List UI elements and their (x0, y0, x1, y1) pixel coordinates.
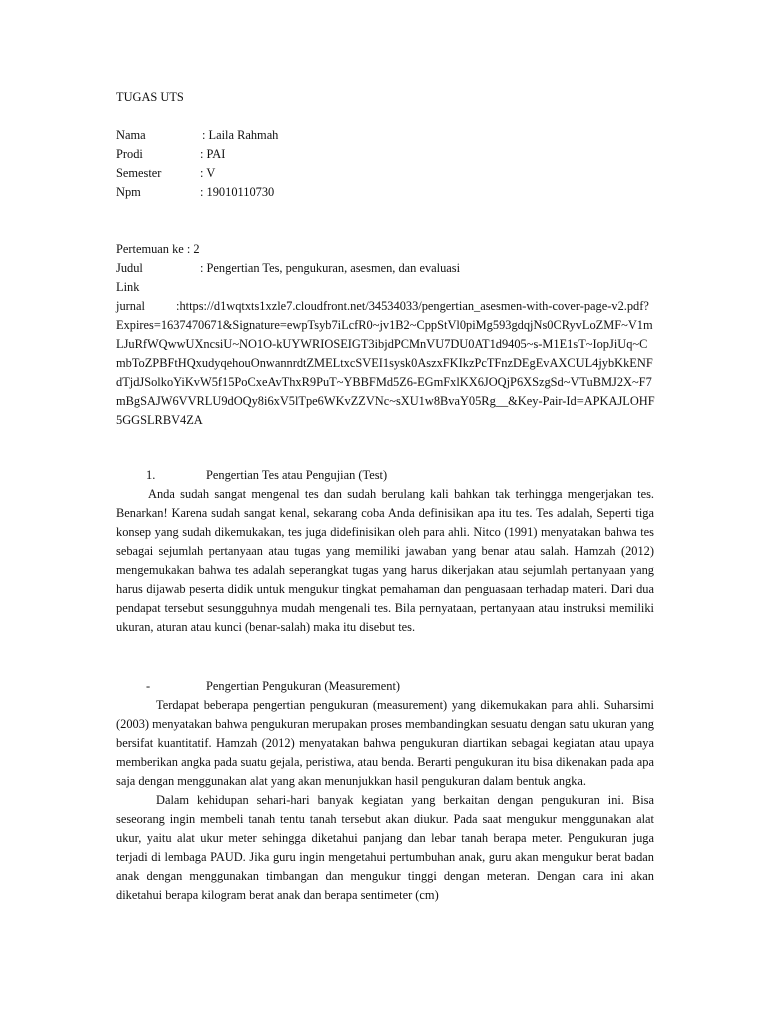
judul-value: : Pengertian Tes, pengukuran, asesmen, dan evaluasi (200, 261, 461, 275)
identity-value: : Laila Rahmah (202, 128, 279, 142)
section-bullet: - (146, 679, 151, 693)
identity-value: : PAI (200, 147, 226, 161)
identity-block (116, 126, 278, 202)
journal-url[interactable] (116, 297, 656, 430)
identity-row-semester (116, 164, 278, 183)
identity-key: Semester (116, 166, 162, 180)
section-paragraph: Dalam kehidupan sehari-hari banyak kegiatan yang berkaitan dengan pengukuran ini. Bisa seseorang ingin membeli tanah tentu tanah tersebut akan diukur. Pada saat mengukur menggunakan alat ukur, yaitu alat ukur meter sehingga diketahui panjang dan lebar tanah berapa meter. Pengukuran juga terjadi di lembaga PAUD. Jika guru ingin mengetahui pertumbuhan anak, guru akan mengukur berat badan anak dengan menggunakan timbangan dan mengukur tinggi dengan meteran. Dengan cara ini akan diketahui berapa kilogram berat anak dan berapa sentimeter (cm) (116, 793, 654, 902)
identity-key: Prodi (116, 147, 143, 161)
section-paragraph: Anda sudah sangat mengenal tes dan sudah berulang kali bahkan tak terhingga mengerjakan tes. Benarkan! Karena sudah sangat kenal, sekarang coba Anda definisikan apa itu tes. Tes adalah, Seperti tiga konsep yang sudah dikemukakan, tes juga didefinisikan oleh para ahli. Nitco (1991) menyatakan bahwa tes sebagai sejumlah pertanyaan atau tugas yang memiliki jawaban yang benar atau salah. Hamzah (2012) mengemukakan bahwa tes adalah seperangkat tugas yang harus dikerjakan atau sejumlah pertanyaan yang harus dijawab peserta didik untuk mengukur tingkat pemahaman dan penguasaan terhadap materi. Dari dua pendapat tersebut sesungguhnya mudah mengenali tes. Bila pernyataan, pertanyaan atau instruksi memiliki ukuran, aturan atau kunci (benar-salah) maka itu disebut tes. (116, 487, 654, 634)
section-number: 1. (146, 468, 156, 482)
judul-row (116, 259, 656, 278)
identity-value: : V (200, 166, 216, 180)
document-title: TUGAS UTS (116, 90, 184, 104)
identity-row-npm (116, 183, 278, 202)
identity-row-prodi (116, 145, 278, 164)
journal-label: jurnal (116, 299, 145, 313)
identity-key: Nama (116, 128, 146, 142)
section-title: Pengertian Pengukuran (Measurement) (206, 679, 401, 693)
meeting-meta-block (116, 240, 656, 430)
identity-value: : 19010110730 (200, 185, 275, 199)
judul-key: Judul (116, 261, 143, 275)
link-label: Link (116, 280, 140, 294)
identity-row-nama (116, 126, 278, 145)
section-measurement (116, 677, 654, 905)
meeting-number: Pertemuan ke : 2 (116, 242, 200, 256)
section-heading (116, 466, 654, 485)
identity-key: Npm (116, 185, 141, 199)
journal-url-text[interactable]: :https://d1wqtxts1xzle7.cloudfront.net/34534033/pengertian_asesmen-with-cover-page-v2.pdf?Expires=1637470671&Signature=ewpTsyb7iLcfR0~jv1B2~CppStVl0piMg593gdqjNs0CRyvLoZMF~V1mLJuRfWQwwUXncsiU~NO1O-kUYWRIOSEIGT3ibjdPCMnVU7DU0AT1d9405~s-M1E1sT~IopJiUq~CmbToZPBFtHQxudyqehouOnwannrdtZMELtxcSVEI1sysk0AszxFKIkzPcTFnzDEgEvAXCUL4jybKkENFdTjdJSolkoYiKvW5f15PoCxeAvThxR9PuT~YBBFMd5Z6-EGmFxlKX6JOQjP6XSzgSd~VTuBMJ2X~F7mBgSAJW6VVRLU9dOQy8i6xV5lTpe6WKvZZVNc~sXU1w8BvaY05Rg__&Key-Pair-Id=APKAJLOHF5GGSLRBV4ZA (116, 299, 655, 427)
section-paragraph: Terdapat beberapa pengertian pengukuran (measurement) yang dikemukakan para ahli. Suharsimi (2003) menyatakan bahwa pengukuran merupakan proses membandingkan sesuatu dengan satu ukuran yang bersifat kuantitatif. Hamzah (2012) menyatakan bahwa pengukuran diartikan sebagai kegiatan atau upaya memberikan angka pada suatu gejala, peristiwa, atau benda. Berarti pengukuran itu bisa dikenakan pada apa saja dengan menggunakan alat yang akan menunjukkan hasil pengukuran dalam bentuk angka. (116, 698, 654, 788)
section-heading (116, 677, 654, 696)
section-test (116, 466, 654, 637)
section-title: Pengertian Tes atau Pengujian (Test) (206, 468, 388, 482)
